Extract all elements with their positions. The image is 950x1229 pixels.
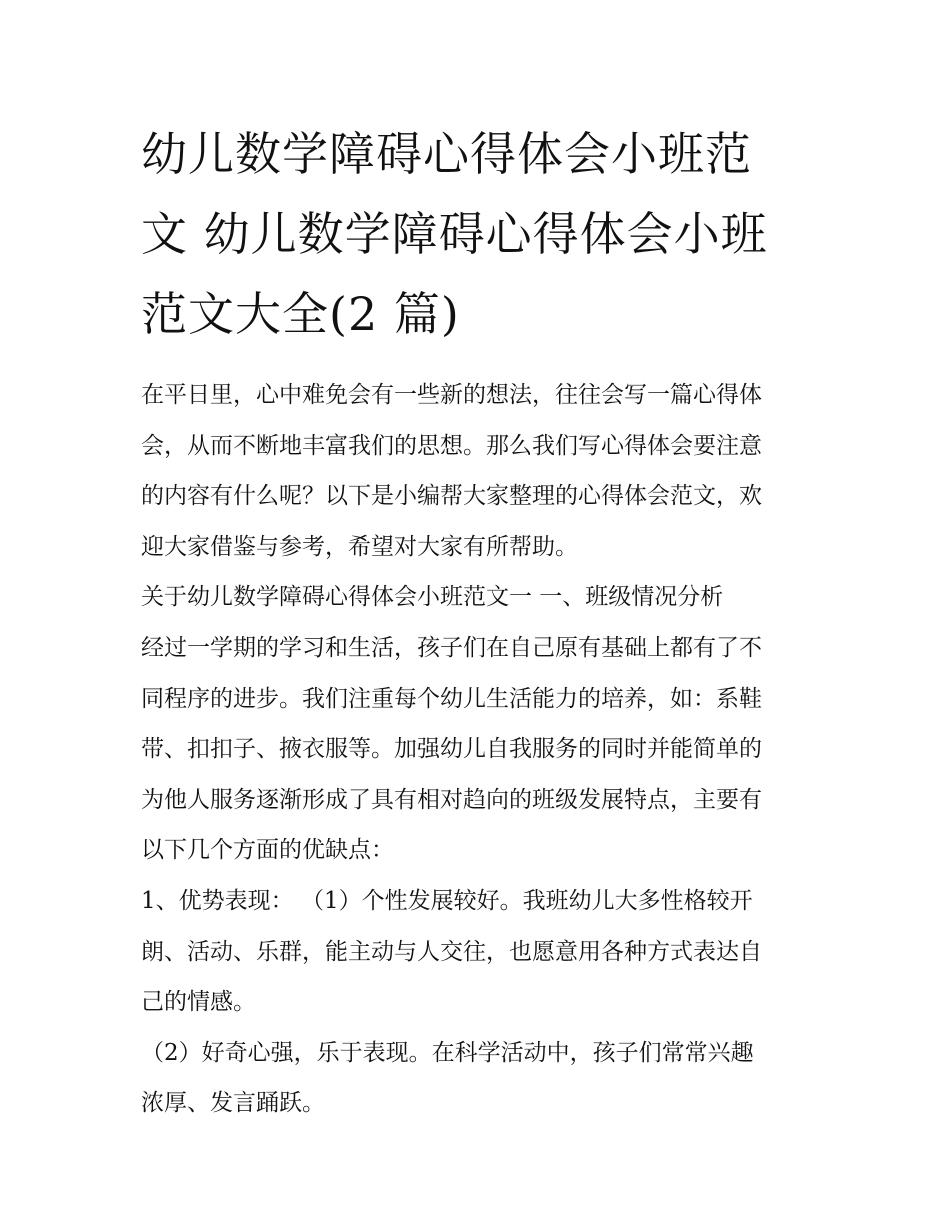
text-line: 1、优势表现： （1）个性发展较好。我班幼儿大多性格较开 xyxy=(141,887,753,914)
text-line: 会，从而不断地丰富我们的思想。那么我们写心得体会要注意 xyxy=(141,432,762,459)
text-line: 迎大家借鉴与参考，希望对大家有所帮助。 xyxy=(141,533,578,560)
text-line: 在平日里，心中难免会有一些新的想法，往往会写一篇心得体 xyxy=(141,382,762,408)
intro-paragraph xyxy=(141,370,821,572)
section-heading xyxy=(141,572,821,623)
title-line: 文 幼儿数学障碍心得体会小班 xyxy=(141,207,768,261)
text-line: 同程序的进步。我们注重每个幼儿生活能力的培养，如：系鞋 xyxy=(141,685,762,712)
document-page xyxy=(141,114,821,1129)
document-title xyxy=(141,114,821,354)
text-line: 为他人服务逐渐形成了具有相对趋向的班级发展特点，主要有 xyxy=(141,786,762,813)
title-line: 范文大全(2 篇) xyxy=(141,287,460,341)
text-line: 带、扣扣子、掖衣服等。加强幼儿自我服务的同时并能简单的 xyxy=(141,736,762,763)
title-line: 幼儿数学障碍心得体会小班范 xyxy=(141,127,752,181)
text-line: （2）好奇心强，乐于表现。在科学活动中，孩子们常常兴趣 xyxy=(141,1039,754,1066)
text-line: 朗、活动、乐群，能主动与人交往，也愿意用各种方式表达自 xyxy=(141,938,762,965)
text-line: 以下几个方面的优缺点： xyxy=(141,837,394,864)
advantages-paragraph xyxy=(141,876,821,1028)
text-line: 己的情感。 xyxy=(141,989,256,1016)
text-line: 的内容有什么呢？以下是小编帮大家整理的心得体会范文，欢 xyxy=(141,483,762,510)
text-line: 关于幼儿数学障碍心得体会小班范文一 一、班级情况分析 xyxy=(141,584,724,611)
text-line: 浓厚、发言踊跃。 xyxy=(141,1090,325,1117)
class-analysis-paragraph xyxy=(141,623,821,876)
text-line: 经过一学期的学习和生活，孩子们在自己原有基础上都有了不 xyxy=(141,634,762,661)
curiosity-paragraph xyxy=(141,1028,821,1129)
